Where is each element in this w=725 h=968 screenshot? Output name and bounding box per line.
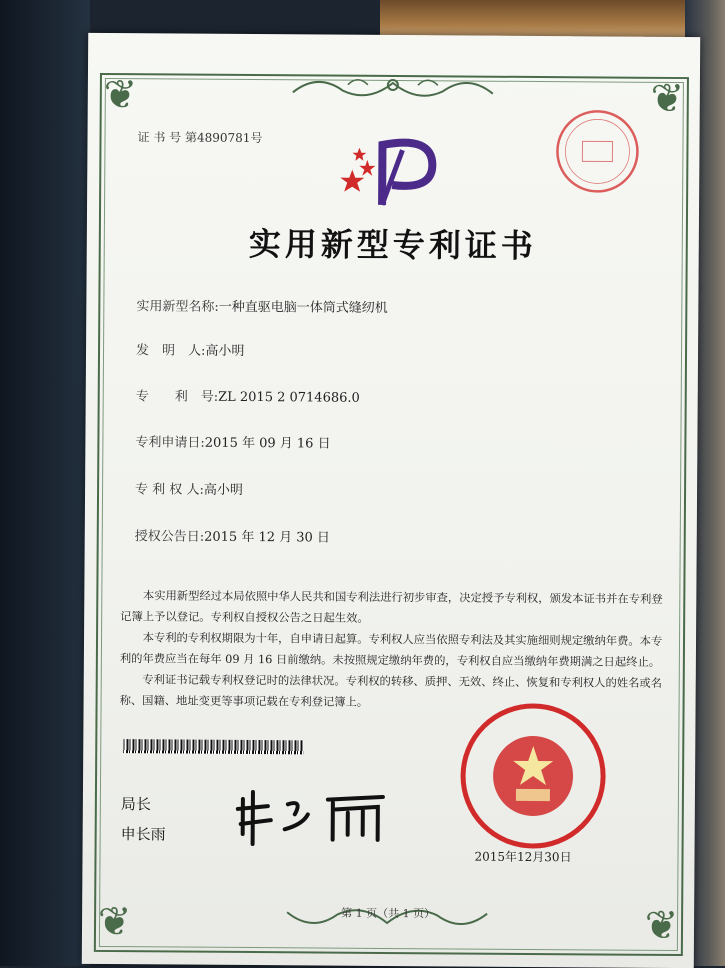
certificate-title: 实用新型专利证书 bbox=[248, 225, 537, 266]
field-label: 专 利 权 人: bbox=[135, 482, 204, 498]
field-utility-model-name bbox=[136, 295, 388, 316]
regional-seal-icon bbox=[552, 106, 643, 197]
corner-ornament-icon: ❦ bbox=[103, 71, 138, 119]
corner-ornament-icon: ❦ bbox=[97, 898, 132, 946]
background-left bbox=[0, 0, 90, 966]
field-label: 专利申请日: bbox=[135, 435, 205, 451]
director-title: 局长 bbox=[120, 795, 151, 814]
corner-ornament-icon: ❦ bbox=[644, 902, 679, 950]
field-value: 高小明 bbox=[205, 343, 245, 359]
field-patent-number bbox=[136, 385, 360, 406]
seal-date: 2015年12月30日 bbox=[474, 849, 572, 865]
corner-ornament-icon: ❦ bbox=[650, 75, 685, 123]
director-name: 申长雨 bbox=[120, 825, 166, 844]
field-label: 授权公告日: bbox=[134, 529, 205, 545]
field-value: 高小明 bbox=[203, 482, 243, 498]
certificate-number: 证 书 号 第4890781号 bbox=[137, 130, 263, 146]
body-paragraph: 本专利的专利权期限为十年，自申请日起算。专利权人应当依照专利法及其实施细则规定缴纳年费。本专利的年费应当在每年 09 月 16 日前缴纳。未按照规定缴纳年费的，专利权自应当缴纳年费期满之日起终止。 bbox=[119, 631, 663, 669]
body-paragraph: 本实用新型经过本局依照中华人民共和国专利法进行初步审查，决定授予专利权，颁发本证书并在专利登记簿上予以登记。专利权自授权公告之日起生效。 bbox=[120, 589, 663, 625]
field-value: 2015 年 12 月 30 日 bbox=[204, 529, 331, 546]
signature-icon bbox=[233, 784, 393, 850]
page-footer: 第 1 页（共 1 页） bbox=[341, 906, 436, 921]
national-ip-office-seal-icon bbox=[458, 700, 609, 851]
field-value: 2015 年 09 月 16 日 bbox=[204, 435, 331, 452]
certificate-body bbox=[120, 585, 666, 715]
field-label: 发 明 人: bbox=[135, 343, 206, 359]
field-label: 专 利 号: bbox=[135, 389, 219, 405]
barcode bbox=[123, 739, 303, 754]
certificate-page bbox=[82, 33, 700, 968]
ornament-top-icon bbox=[288, 72, 498, 103]
field-label: 实用新型名称: bbox=[136, 299, 219, 315]
field-filing-date bbox=[135, 431, 330, 451]
patent-office-logo-icon bbox=[337, 130, 448, 211]
body-paragraph: 专利证书记载专利权登记时的法律状况。专利权的转移、质押、无效、终止、恢复和专利权人的姓名或名称、国籍、地址变更等事项记载在专利登记簿上。 bbox=[119, 673, 663, 709]
field-patentee bbox=[135, 478, 243, 498]
field-announcement-date bbox=[135, 525, 330, 545]
field-value: 一种直驱电脑一体筒式缝纫机 bbox=[218, 299, 388, 316]
field-value: ZL 2015 2 0714686.0 bbox=[218, 389, 360, 406]
background-top bbox=[380, 0, 725, 40]
field-inventor bbox=[136, 339, 245, 359]
